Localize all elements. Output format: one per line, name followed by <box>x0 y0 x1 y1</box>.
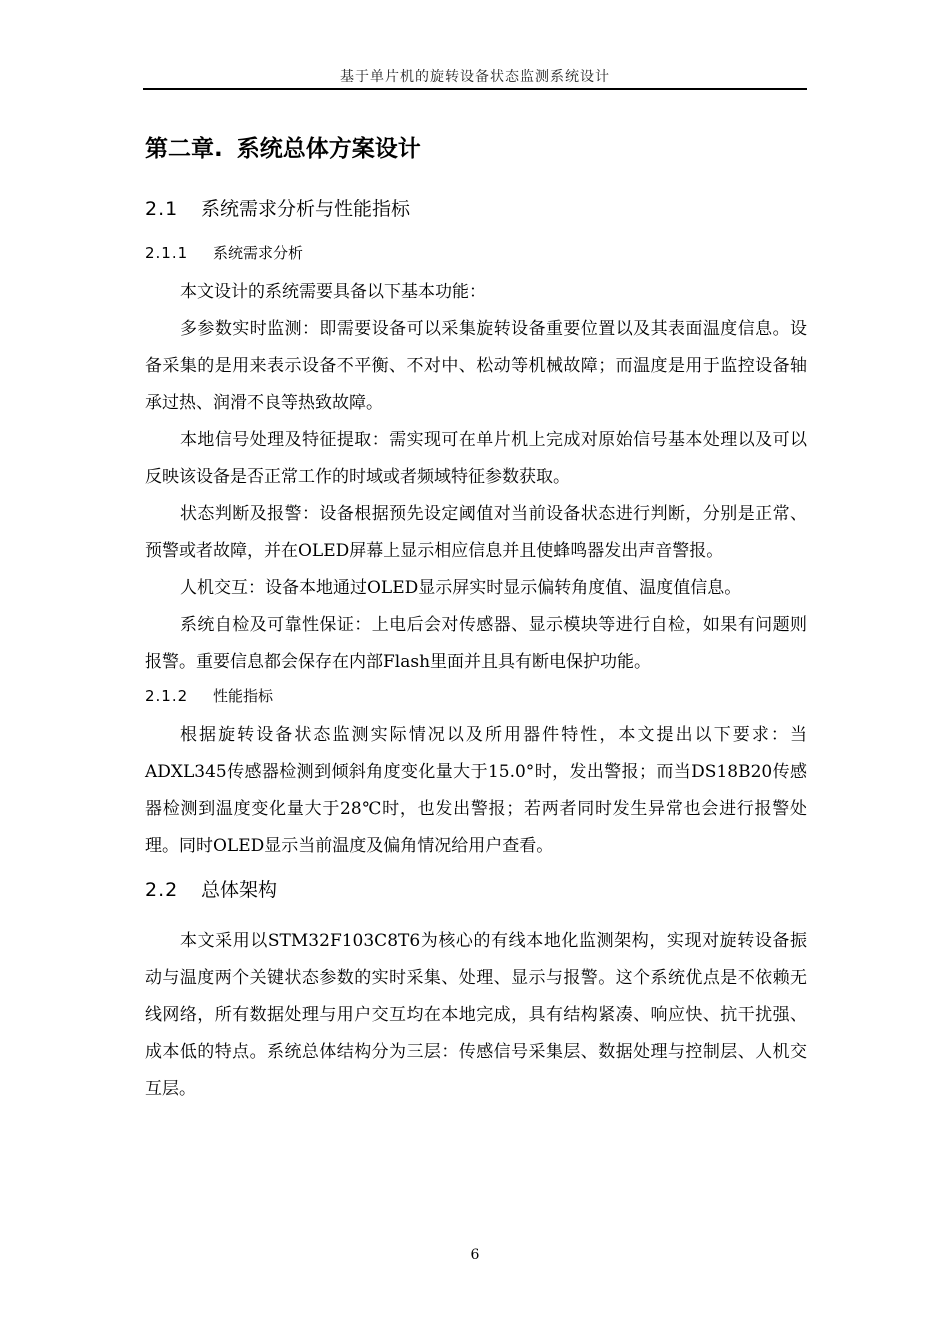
paragraph: 人机交互：设备本地通过OLED显示屏实时显示偏转角度值、温度值信息。 <box>180 578 742 598</box>
section-heading-2-2 <box>145 875 807 905</box>
chapter-title: 系统总体方案设计 <box>236 136 421 162</box>
paragraph: 多参数实时监测：即需要设备可以采集旋转设备重要位置以及其表面温度信息。设备采集的是用来表示设备不平衡、不对中、松动等机械故障；而温度是用于监控设备轴承过热、润滑不良等热致故障。 <box>145 319 807 413</box>
section-number: 2.2 <box>145 879 179 901</box>
paragraph: 根据旋转设备状态监测实际情况以及所用器件特性，本文提出以下要求：当ADXL345传感器检测到倾斜角度变化量大于15.0°时，发出警报；而当DS18B20传感器检测到温度变化量大于28℃时，也发出警报；若两者同时发生异常也会进行报警处理。同时OLED显示当前温度及偏角情况给用户查看。 <box>145 725 807 856</box>
running-header: 基于单片机的旋转设备状态监测系统设计 <box>340 69 610 85</box>
subsection-number: 2.1.2 <box>145 687 189 705</box>
section-number: 2.1 <box>145 198 179 220</box>
section-heading-2-1 <box>145 194 807 224</box>
paragraph: 系统自检及可靠性保证：上电后会对传感器、显示模块等进行自检，如果有问题则报警。重要信息都会保存在内部Flash里面并且具有断电保护功能。 <box>145 615 807 672</box>
header-rule <box>143 88 807 90</box>
paragraph: 本地信号处理及特征提取：需实现可在单片机上完成对原始信号基本处理以及可以反映该设备是否正常工作的时域或者频域特征参数获取。 <box>145 430 807 487</box>
subsection-heading-2-1-1 <box>145 242 807 268</box>
subsection-title: 性能指标 <box>213 687 274 705</box>
paragraph: 状态判断及报警：设备根据预先设定阈值对当前设备状态进行判断，分别是正常、预警或者故障，并在OLED屏幕上显示相应信息并且使蜂鸣器发出声音警报。 <box>145 504 807 561</box>
paragraph: 本文采用以STM32F103C8T6为核心的有线本地化监测架构，实现对旋转设备振动与温度两个关键状态参数的实时采集、处理、显示与报警。这个系统优点是不依赖无线网络，所有数据处理与用户交互均在本地完成，具有结构紧凑、响应快、抗干扰强、成本低的特点。系统总体结构分为三层：传感信号采集层、数据处理与控制层、人机交互层。 <box>145 931 807 1099</box>
paragraph: 本文设计的系统需要具备以下基本功能： <box>180 282 486 302</box>
page-body <box>145 122 807 1108</box>
subsection-number: 2.1.1 <box>145 244 189 262</box>
section-title: 系统需求分析与性能指标 <box>201 198 411 220</box>
chapter-heading <box>145 130 807 164</box>
subsection-title: 系统需求分析 <box>213 244 304 262</box>
chapter-number: 第二章. <box>145 136 223 162</box>
section-title: 总体架构 <box>201 879 278 901</box>
page-number: 6 <box>470 1247 480 1263</box>
subsection-heading-2-1-2 <box>145 685 807 711</box>
